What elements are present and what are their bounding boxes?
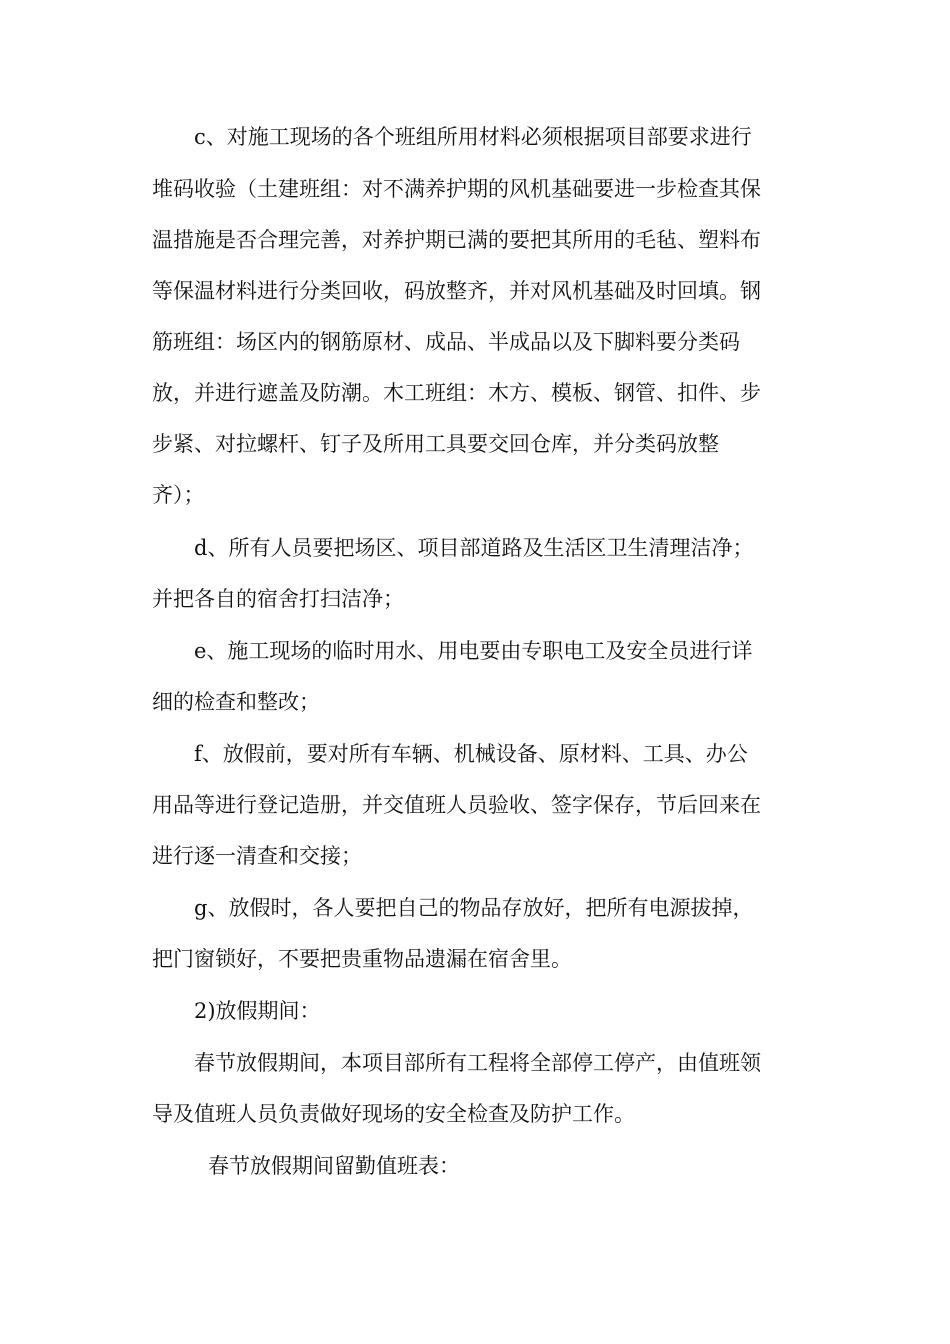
text-line: 齐）； <box>152 483 205 507</box>
text-line: 并把各自的宿舍打扫洁净； <box>152 587 404 611</box>
text-line: d、所有人员要把场区、项目部道路及生活区卫生清理洁净； <box>194 536 754 560</box>
text-line: 用品等进行登记造册，并交值班人员验收、签字保存，节后回来在 <box>152 793 761 817</box>
text-line: f、放假前，要对所有车辆、机械设备、原材料、工具、办公 <box>194 742 748 766</box>
text-line: 温措施是否合理完善，对养护期已满的要把其所用的毛毡、塑料布 <box>152 228 761 252</box>
text-line: 步紧、对拉螺杆、钉子及所用工具要交回仓库，并分类码放整 <box>152 432 719 456</box>
text-line: 春节放假期间，本项目部所有工程将全部停工停产，由值班领 <box>194 1051 761 1075</box>
text-line: 堆码收验（土建班组：对不满养护期的风机基础要进一步检查其保 <box>152 177 761 201</box>
text-line: e、施工现场的临时用水、用电要由专职电工及安全员进行详 <box>194 639 753 663</box>
text-line: 放，并进行遮盖及防潮。木工班组：木方、模板、钢管、扣件、步 <box>152 381 761 405</box>
text-line: c、对施工现场的各个班组所用材料必须根据项目部要求进行 <box>194 125 752 149</box>
text-line: 筋班组：场区内的钢筋原材、成品、半成品以及下脚料要分类码 <box>152 330 740 354</box>
section-heading: 2)放假期间： <box>194 999 321 1023</box>
text-line: 等保温材料进行分类回收，码放整齐，并对风机基础及时回填。钢 <box>152 279 761 303</box>
text-line: 把门窗锁好，不要把贵重物品遗漏在宿舍里。 <box>152 947 572 971</box>
text-line: 细的检查和整改； <box>152 690 320 714</box>
table-caption: 春节放假期间留勤值班表： <box>208 1154 460 1178</box>
text-line: 导及值班人员负责做好现场的安全检查及防护工作。 <box>152 1102 635 1126</box>
text-line: g、放假时，各人要把自己的物品存放好，把所有电源拔掉， <box>194 896 754 920</box>
text-line: 进行逐一清查和交接； <box>152 844 362 868</box>
